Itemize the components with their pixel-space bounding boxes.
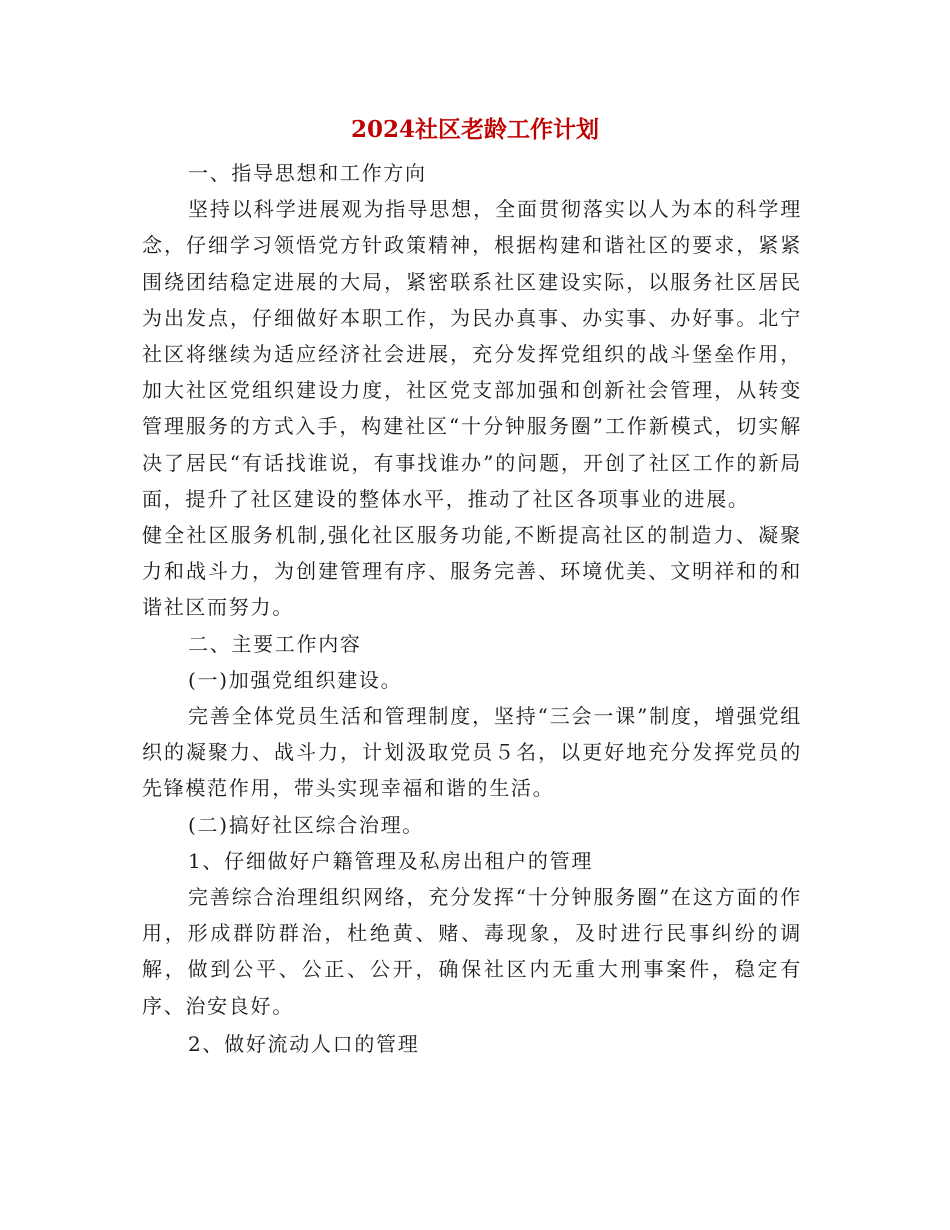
paragraph-service-mechanism: 健全社区服务机制,强化社区服务功能,不断提高社区的制造力、凝聚力和战斗力，为创建管理有序、服务完善、环境优美、文明祥和的和谐社区而努力。: [142, 523, 802, 620]
paragraph-governance-network: 完善综合治理组织网络，充分发挥“十分钟服务圈”在这方面的作用，形成群防群治，杜绝黄、赌、毒现象，及时进行民事纠纷的调解，做到公平、公正、公开，确保社区内无重大刑事案件，稳定有序、治安良好。: [142, 885, 802, 1018]
subheading-comprehensive-governance: (二)搞好社区综合治理。: [188, 812, 425, 837]
item-heading-household-registration: 1、仔细做好户籍管理及私房出租户的管理: [188, 848, 594, 873]
section-heading-main-work: 二、主要工作内容: [188, 631, 362, 656]
paragraph-guiding-thought: 坚持以科学进展观为指导思想，全面贯彻落实以人为本的科学理念，仔细学习领悟党方针政策精神，根据构建和谐社区的要求，紧紧围绕团结稳定进展的大局，紧密联系社区建设实际，以服务社区居民为出发点，仔细做好本职工作，为民办真事、办实事、办好事。北宁社区将继续为适应经济社会进展，充分发挥党组织的战斗堡垒作用，加大社区党组织建设力度，社区党支部加强和创新社会管理，从转变管理服务的方式入手，构建社区“十分钟服务圈”工作新模式，切实解决了居民“有话找谁说，有事找谁办”的问题，开创了社区工作的新局面，提升了社区建设的整体水平，推动了社区各项事业的进展。: [142, 197, 802, 511]
item-heading-floating-population: 2、做好流动人口的管理: [188, 1031, 420, 1056]
paragraph-party-building: 完善全体党员生活和管理制度，坚持“三会一课”制度，增强党组织的凝聚力、战斗力，计划汲取党员５名，以更好地充分发挥党员的先锋模范作用，带头实现幸福和谐的生活。: [142, 704, 802, 801]
subheading-party-building: (一)加强党组织建设。: [188, 667, 403, 692]
section-heading-guiding-thought: 一、指导思想和工作方向: [188, 161, 427, 185]
document-body: [142, 155, 802, 1062]
document-title: 2024社区老龄工作计划: [350, 116, 599, 143]
